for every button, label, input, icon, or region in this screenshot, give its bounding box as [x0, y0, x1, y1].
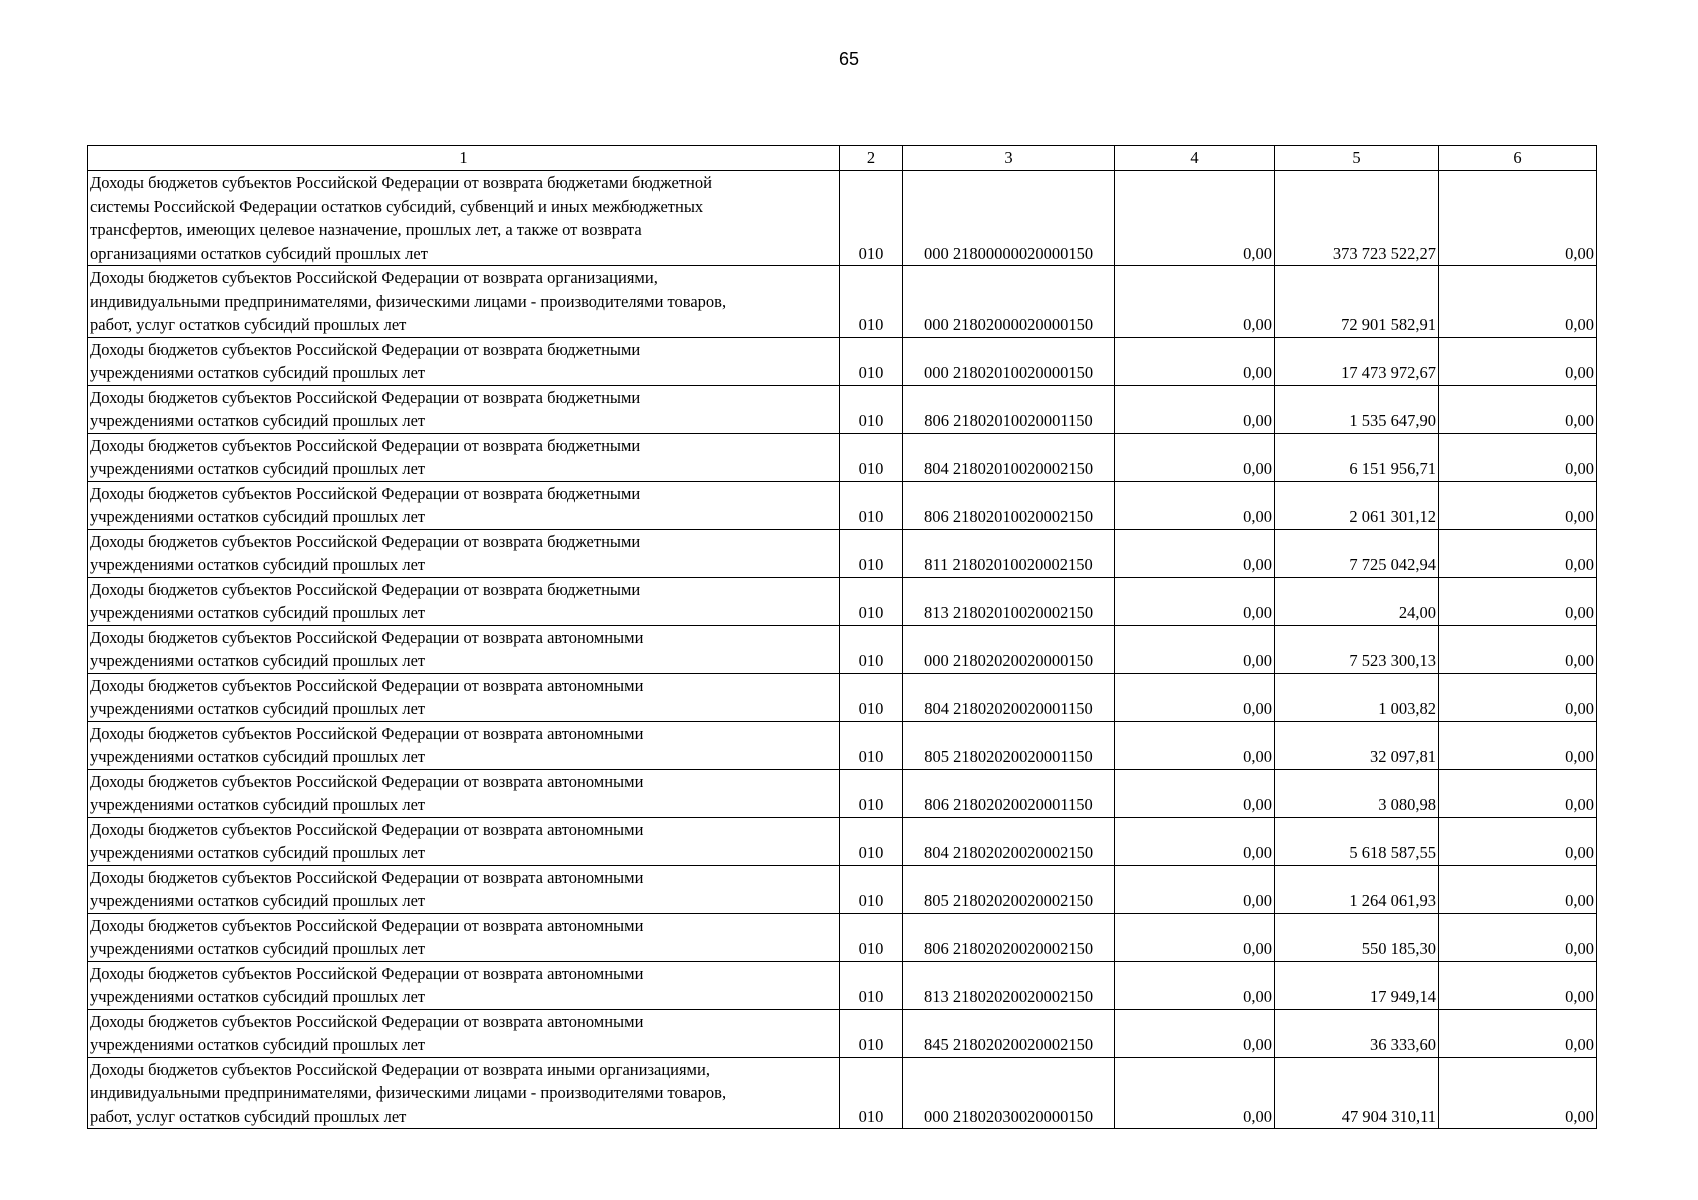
amount-col6: 0,00 — [1439, 385, 1597, 433]
row-description — [88, 961, 840, 1009]
budget-classification-code: 806 21802020020001150 — [903, 769, 1115, 817]
amount-col6: 0,00 — [1439, 481, 1597, 529]
amount-col5: 24,00 — [1275, 577, 1439, 625]
description-line: учреждениями остатков субсидий прошлых лет — [90, 1035, 426, 1054]
column-header-3: 3 — [903, 146, 1115, 171]
line-code: 010 — [840, 865, 903, 913]
description-line: учреждениями остатков субсидий прошлых лет — [90, 891, 426, 910]
budget-classification-code: 000 21802030020000150 — [903, 1057, 1115, 1129]
description-line: системы Российской Федерации остатков субсидий, субвенций и иных межбюджетных — [90, 196, 704, 216]
description-line: Доходы бюджетов субъектов Российской Федерации от возврата автономными — [90, 675, 644, 695]
amount-col5: 1 264 061,93 — [1275, 865, 1439, 913]
column-header-1: 1 — [88, 146, 840, 171]
amount-col5: 47 904 310,11 — [1275, 1057, 1439, 1129]
amount-col4: 0,00 — [1115, 266, 1275, 338]
line-code: 010 — [840, 171, 903, 266]
page-number: 65 — [838, 49, 860, 69]
row-description — [88, 673, 840, 721]
amount-col5: 7 523 300,13 — [1275, 625, 1439, 673]
amount-col5: 6 151 956,71 — [1275, 433, 1439, 481]
amount-col4: 0,00 — [1115, 769, 1275, 817]
row-description — [88, 721, 840, 769]
table-row — [88, 673, 1597, 721]
description-line: учреждениями остатков субсидий прошлых лет — [90, 987, 426, 1006]
description-line: Доходы бюджетов субъектов Российской Федерации от возврата бюджетными — [90, 339, 641, 359]
line-code: 010 — [840, 481, 903, 529]
description-line: Доходы бюджетов субъектов Российской Федерации от возврата автономными — [90, 771, 644, 791]
description-line: учреждениями остатков субсидий прошлых лет — [90, 411, 426, 430]
amount-col4: 0,00 — [1115, 913, 1275, 961]
description-line: Доходы бюджетов субъектов Российской Федерации от возврата автономными — [90, 819, 644, 839]
description-line: индивидуальными предпринимателями, физическими лицами - производителями товаров, — [90, 1083, 727, 1102]
description-line: учреждениями остатков субсидий прошлых лет — [90, 603, 426, 622]
budget-classification-code: 804 21802020020001150 — [903, 673, 1115, 721]
budget-income-table — [87, 145, 1597, 1129]
amount-col4: 0,00 — [1115, 385, 1275, 433]
column-header-5: 5 — [1275, 146, 1439, 171]
row-description — [88, 1057, 840, 1129]
amount-col6: 0,00 — [1439, 577, 1597, 625]
budget-classification-code: 805 21802020020001150 — [903, 721, 1115, 769]
row-description — [88, 1009, 840, 1057]
column-header-6: 6 — [1439, 146, 1597, 171]
table-row — [88, 433, 1597, 481]
budget-classification-code: 811 21802010020002150 — [903, 529, 1115, 577]
row-description — [88, 337, 840, 385]
table-row — [88, 1009, 1597, 1057]
amount-col4: 0,00 — [1115, 865, 1275, 913]
line-code: 010 — [840, 1057, 903, 1129]
table-row — [88, 625, 1597, 673]
amount-col5: 32 097,81 — [1275, 721, 1439, 769]
amount-col6: 0,00 — [1439, 961, 1597, 1009]
budget-classification-code: 804 21802020020002150 — [903, 817, 1115, 865]
table-row — [88, 721, 1597, 769]
description-line: организациями остатков субсидий прошлых лет — [90, 243, 428, 263]
table-row — [88, 769, 1597, 817]
row-description — [88, 266, 840, 338]
line-code: 010 — [840, 529, 903, 577]
amount-col6: 0,00 — [1439, 865, 1597, 913]
line-code: 010 — [840, 625, 903, 673]
table-row — [88, 577, 1597, 625]
budget-classification-code: 804 21802010020002150 — [903, 433, 1115, 481]
description-line: учреждениями остатков субсидий прошлых лет — [90, 507, 426, 526]
description-line: Доходы бюджетов субъектов Российской Федерации от возврата бюджетами бюджетной — [90, 173, 712, 192]
table-row — [88, 171, 1597, 266]
line-code: 010 — [840, 961, 903, 1009]
description-line: Доходы бюджетов субъектов Российской Федерации от возврата автономными — [90, 723, 644, 743]
budget-classification-code: 000 21802010020000150 — [903, 337, 1115, 385]
amount-col6: 0,00 — [1439, 625, 1597, 673]
amount-col4: 0,00 — [1115, 481, 1275, 529]
budget-classification-code: 806 21802010020001150 — [903, 385, 1115, 433]
line-code: 010 — [840, 433, 903, 481]
row-description — [88, 769, 840, 817]
table-body — [88, 146, 1597, 1129]
column-header-4: 4 — [1115, 146, 1275, 171]
budget-classification-code: 806 21802020020002150 — [903, 913, 1115, 961]
amount-col4: 0,00 — [1115, 1057, 1275, 1129]
amount-col5: 7 725 042,94 — [1275, 529, 1439, 577]
amount-col6: 0,00 — [1439, 529, 1597, 577]
line-code: 010 — [840, 769, 903, 817]
table-row — [88, 865, 1597, 913]
budget-classification-code: 806 21802010020002150 — [903, 481, 1115, 529]
amount-col5: 1 535 647,90 — [1275, 385, 1439, 433]
description-line: трансфертов, имеющих целевое назначение, прошлых лет, а также от возврата — [90, 220, 642, 239]
budget-classification-code: 813 21802010020002150 — [903, 577, 1115, 625]
amount-col5: 373 723 522,27 — [1275, 171, 1439, 266]
description-line: Доходы бюджетов субъектов Российской Федерации от возврата автономными — [90, 867, 644, 887]
amount-col6: 0,00 — [1439, 673, 1597, 721]
budget-classification-code: 805 21802020020002150 — [903, 865, 1115, 913]
column-header-2: 2 — [840, 146, 903, 171]
line-code: 010 — [840, 337, 903, 385]
description-line: учреждениями остатков субсидий прошлых лет — [90, 651, 426, 670]
amount-col6: 0,00 — [1439, 721, 1597, 769]
description-line: работ, услуг остатков субсидий прошлых лет — [90, 1106, 407, 1126]
budget-classification-code: 845 21802020020002150 — [903, 1009, 1115, 1057]
amount-col4: 0,00 — [1115, 817, 1275, 865]
amount-col4: 0,00 — [1115, 1009, 1275, 1057]
amount-col6: 0,00 — [1439, 171, 1597, 266]
row-description — [88, 529, 840, 577]
column-number-row — [88, 146, 1597, 171]
row-description — [88, 481, 840, 529]
description-line: Доходы бюджетов субъектов Российской Федерации от возврата иными организациями, — [90, 1059, 710, 1079]
amount-col5: 17 949,14 — [1275, 961, 1439, 1009]
description-line: учреждениями остатков субсидий прошлых лет — [90, 459, 426, 478]
amount-col4: 0,00 — [1115, 961, 1275, 1009]
row-description — [88, 385, 840, 433]
description-line: Доходы бюджетов субъектов Российской Федерации от возврата автономными — [90, 627, 644, 647]
amount-col6: 0,00 — [1439, 266, 1597, 338]
description-line: учреждениями остатков субсидий прошлых лет — [90, 795, 426, 814]
amount-col5: 1 003,82 — [1275, 673, 1439, 721]
description-line: учреждениями остатков субсидий прошлых лет — [90, 555, 426, 574]
amount-col4: 0,00 — [1115, 433, 1275, 481]
amount-col4: 0,00 — [1115, 529, 1275, 577]
amount-col6: 0,00 — [1439, 337, 1597, 385]
table-row — [88, 266, 1597, 338]
table-row — [88, 481, 1597, 529]
amount-col4: 0,00 — [1115, 625, 1275, 673]
amount-col6: 0,00 — [1439, 817, 1597, 865]
description-line: Доходы бюджетов субъектов Российской Федерации от возврата автономными — [90, 963, 644, 983]
amount-col6: 0,00 — [1439, 1057, 1597, 1129]
line-code: 010 — [840, 266, 903, 338]
amount-col6: 0,00 — [1439, 913, 1597, 961]
amount-col5: 550 185,30 — [1275, 913, 1439, 961]
table-row — [88, 337, 1597, 385]
line-code: 010 — [840, 721, 903, 769]
description-line: учреждениями остатков субсидий прошлых лет — [90, 939, 426, 958]
description-line: Доходы бюджетов субъектов Российской Федерации от возврата автономными — [90, 915, 644, 935]
row-description — [88, 171, 840, 266]
amount-col4: 0,00 — [1115, 577, 1275, 625]
table-row — [88, 1057, 1597, 1129]
row-description — [88, 913, 840, 961]
description-line: работ, услуг остатков субсидий прошлых лет — [90, 315, 407, 334]
table-row — [88, 913, 1597, 961]
line-code: 010 — [840, 673, 903, 721]
table-row — [88, 385, 1597, 433]
amount-col6: 0,00 — [1439, 433, 1597, 481]
table-row — [88, 529, 1597, 577]
description-line: Доходы бюджетов субъектов Российской Федерации от возврата бюджетными — [90, 579, 641, 599]
description-line: учреждениями остатков субсидий прошлых лет — [90, 363, 426, 382]
row-description — [88, 817, 840, 865]
budget-classification-code: 813 21802020020002150 — [903, 961, 1115, 1009]
description-line: учреждениями остатков субсидий прошлых лет — [90, 843, 426, 862]
description-line: Доходы бюджетов субъектов Российской Федерации от возврата бюджетными — [90, 435, 641, 455]
amount-col6: 0,00 — [1439, 769, 1597, 817]
line-code: 010 — [840, 817, 903, 865]
description-line: учреждениями остатков субсидий прошлых лет — [90, 699, 426, 718]
amount-col5: 72 901 582,91 — [1275, 266, 1439, 338]
row-description — [88, 577, 840, 625]
description-line: Доходы бюджетов субъектов Российской Федерации от возврата организациями, — [90, 268, 658, 287]
amount-col5: 5 618 587,55 — [1275, 817, 1439, 865]
description-line: учреждениями остатков субсидий прошлых лет — [90, 747, 426, 766]
row-description — [88, 625, 840, 673]
line-code: 010 — [840, 913, 903, 961]
amount-col4: 0,00 — [1115, 337, 1275, 385]
line-code: 010 — [840, 577, 903, 625]
amount-col5: 17 473 972,67 — [1275, 337, 1439, 385]
amount-col4: 0,00 — [1115, 721, 1275, 769]
row-description — [88, 433, 840, 481]
row-description — [88, 865, 840, 913]
description-line: Доходы бюджетов субъектов Российской Федерации от возврата автономными — [90, 1011, 644, 1031]
budget-classification-code: 000 21802020020000150 — [903, 625, 1115, 673]
line-code: 010 — [840, 1009, 903, 1057]
amount-col5: 2 061 301,12 — [1275, 481, 1439, 529]
description-line: индивидуальными предпринимателями, физическими лицами - производителями товаров, — [90, 291, 727, 311]
description-line: Доходы бюджетов субъектов Российской Федерации от возврата бюджетными — [90, 483, 641, 503]
line-code: 010 — [840, 385, 903, 433]
budget-classification-code: 000 21800000020000150 — [903, 171, 1115, 266]
budget-classification-code: 000 21802000020000150 — [903, 266, 1115, 338]
table-row — [88, 817, 1597, 865]
amount-col5: 36 333,60 — [1275, 1009, 1439, 1057]
amount-col4: 0,00 — [1115, 171, 1275, 266]
amount-col4: 0,00 — [1115, 673, 1275, 721]
description-line: Доходы бюджетов субъектов Российской Федерации от возврата бюджетными — [90, 387, 641, 407]
description-line: Доходы бюджетов субъектов Российской Федерации от возврата бюджетными — [90, 531, 641, 551]
amount-col5: 3 080,98 — [1275, 769, 1439, 817]
amount-col6: 0,00 — [1439, 1009, 1597, 1057]
table-row — [88, 961, 1597, 1009]
